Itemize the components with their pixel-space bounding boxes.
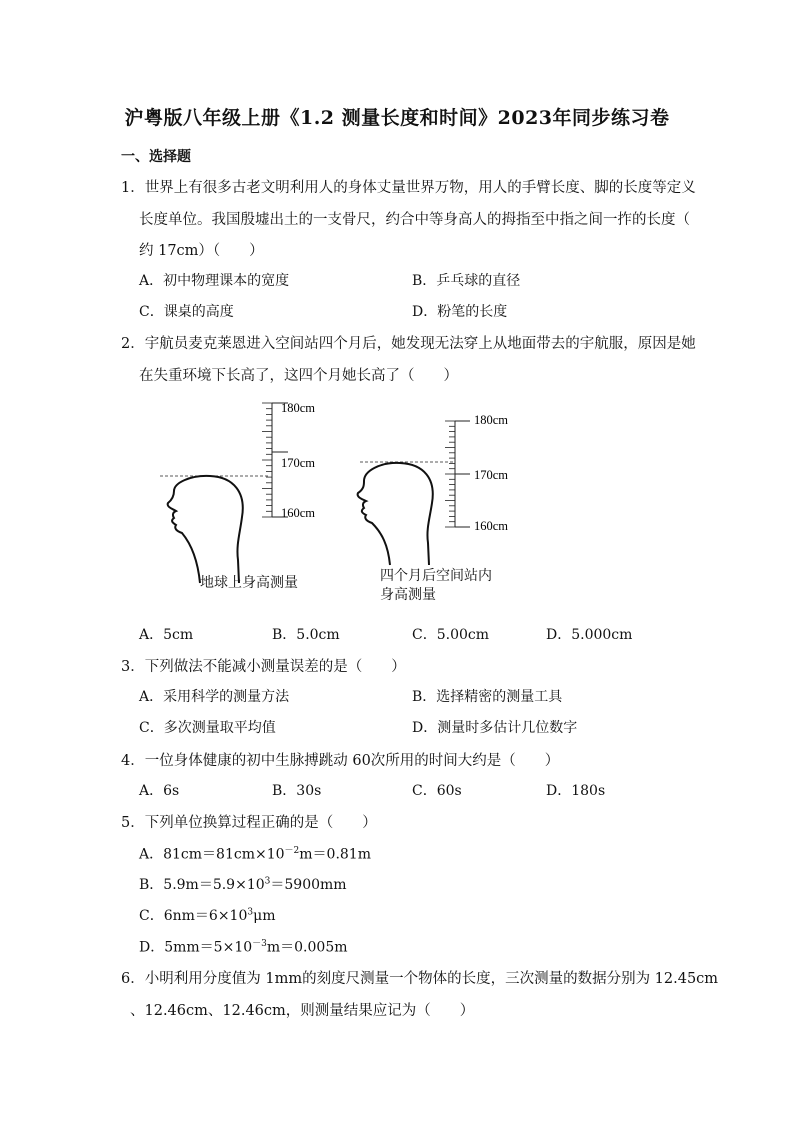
section-heading: 一、选择题 xyxy=(121,149,191,165)
q1-option-a[interactable]: A．初中物理课本的宽度 xyxy=(139,273,290,289)
right-ruler xyxy=(455,421,470,527)
question-1-line-2: 长度单位。我国殷墟出土的一支骨尺，约合中等身高人的拇指至中指之间一拃的长度（ xyxy=(139,212,690,228)
right-ruler-label-160: 160cm xyxy=(474,519,509,533)
question-1-line-3: 约 17cm）（ ） xyxy=(139,243,264,259)
question-3-line-1: 3．下列做法不能减小测量误差的是（ ） xyxy=(121,659,406,675)
q1-option-c[interactable]: C．课桌的高度 xyxy=(139,304,234,320)
q5-option-c[interactable]: C．$6nm=6\times 10^3\mu m$ xyxy=(139,907,276,924)
q2-option-d[interactable]: D．5.000cm xyxy=(546,627,633,643)
q5-option-a[interactable]: A．$81cm=81cm\times 10^{-2}m=0.81m$ xyxy=(139,846,371,863)
q3-option-c[interactable]: C．多次测量取平均值 xyxy=(139,720,276,736)
q1-option-b[interactable]: B．乒乓球的直径 xyxy=(412,273,521,289)
right-head-silhouette xyxy=(358,463,433,565)
q2-option-c[interactable]: C．5.00cm xyxy=(412,627,489,643)
q3-option-d[interactable]: D．测量时多估计几位数字 xyxy=(412,720,578,736)
question-1-line-1: 1．世界上有很多古老文明利用人的身体丈量世界万物，用人的手臂长度、脚的长度等定义 xyxy=(121,180,696,196)
q4-option-b[interactable]: B．30s xyxy=(272,783,322,799)
q2-option-b[interactable]: B．5.0cm xyxy=(272,627,340,643)
q5-option-d[interactable]: D．$5mm=5\times 10^{-3}m=0.005m$ xyxy=(139,939,348,956)
left-ruler-label-160: 160cm xyxy=(281,506,316,520)
figure-caption-left: 地球上身高测量 xyxy=(200,575,298,591)
right-ruler-label-180: 180cm xyxy=(474,413,509,427)
q5-option-b[interactable]: B．$5.9m=5.9\times 10^3=5900mm$ xyxy=(139,876,347,893)
q4-option-a[interactable]: A．6s xyxy=(139,783,180,799)
page-title: 沪粤版八年级上册《1.2 测量长度和时间》2023年同步练习卷 xyxy=(124,107,670,129)
q3-option-a[interactable]: A．采用科学的测量方法 xyxy=(139,689,290,705)
question-2-line-2: 在失重环境下长高了，这四个月她长高了（ ） xyxy=(139,368,458,384)
left-ruler-label-170: 170cm xyxy=(281,456,316,470)
question-2-line-1: 2．宇航员麦克莱恩进入空间站四个月后，她发现无法穿上从地面带去的宇航服，原因是她 xyxy=(121,336,696,352)
q1-option-d[interactable]: D．粉笔的长度 xyxy=(412,304,508,320)
q3-option-b[interactable]: B．选择精密的测量工具 xyxy=(412,689,563,705)
question-4-line-1: 4．一位身体健康的初中生脉搏跳动 60次所用的时间大约是（ ） xyxy=(121,753,560,769)
figure-caption-right-2: 身高测量 xyxy=(380,587,436,603)
q4-option-d[interactable]: D．180s xyxy=(546,783,606,799)
figure-caption-right-1: 四个月后空间站内 xyxy=(380,568,492,584)
left-ruler-label-180: 180cm xyxy=(281,401,316,415)
question-5-line-1: 5．下列单位换算过程正确的是（ ） xyxy=(121,815,377,831)
left-head-silhouette xyxy=(168,476,243,583)
q4-option-c[interactable]: C．60s xyxy=(412,783,462,799)
right-ruler-label-170: 170cm xyxy=(474,468,509,482)
question-6-line-2: 、12.46cm、12.46cm，则测量结果应记为（ ） xyxy=(130,1003,475,1019)
q2-option-a[interactable]: A．5cm xyxy=(139,627,194,643)
question-6-line-1: 6．小明利用分度值为 1mm的刻度尺测量一个物体的长度，三次测量的数据分别为 12.45cm xyxy=(121,971,719,987)
